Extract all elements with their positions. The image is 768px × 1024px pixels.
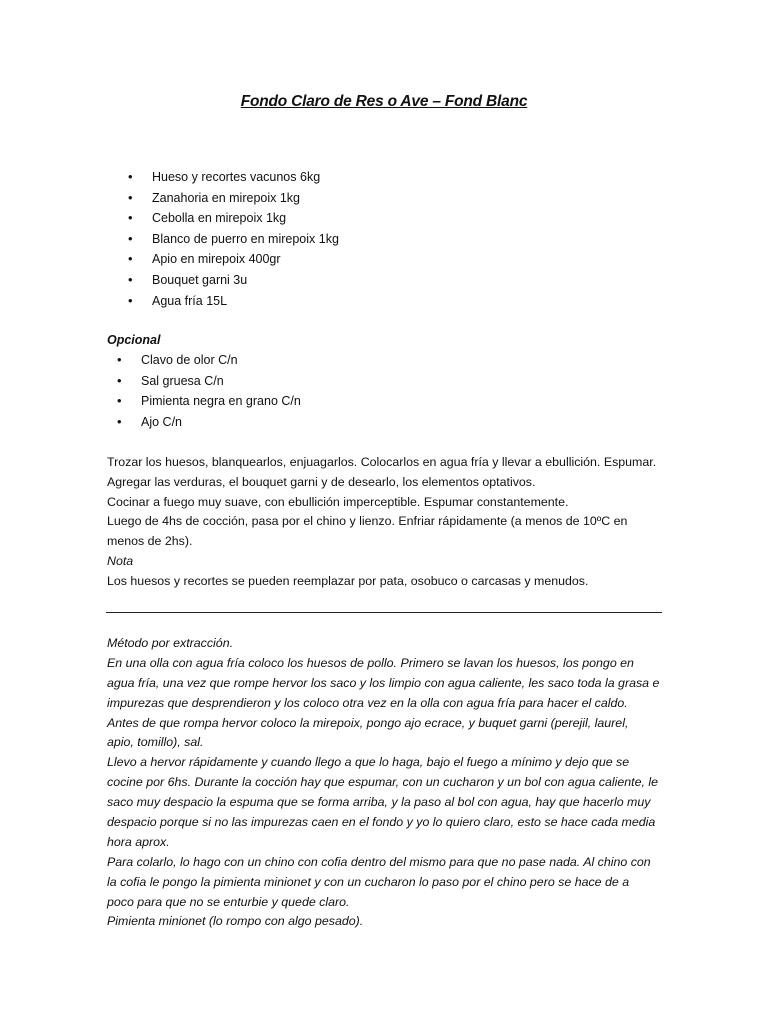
method-line: Para colarlo, lo hago con un chino con cofia dentro del mismo para que no pase nada. Al chino con bbox=[107, 854, 651, 869]
method-line: En una olla con agua fría coloco los huesos de pollo. Primero se lavan los huesos, los pongo en bbox=[107, 655, 634, 670]
list-item: • Blanco de puerro en mirepoix 1kg bbox=[128, 229, 339, 250]
procedure-line: Agregar las verduras, el bouquet garni y de desearlo, los elementos optativos. bbox=[107, 474, 536, 489]
procedure-line: menos de 2hs). bbox=[107, 534, 193, 549]
method-text bbox=[107, 634, 667, 932]
optional-list bbox=[117, 350, 301, 432]
list-item: • Pimienta negra en grano C/n bbox=[117, 391, 301, 412]
method-line: Antes de que rompa hervor coloco la mirepoix, pongo ajo ecrace, y buquet garni (perejil, laurel, bbox=[107, 715, 629, 730]
method-line: hora aprox. bbox=[107, 834, 170, 849]
method-line: Llevo a hervor rápidamente y cuando llego a que lo haga, bajo el fuego a mínimo y dejo que se bbox=[107, 755, 630, 770]
optional-heading: Opcional bbox=[107, 333, 161, 347]
method-line: impurezas que desprendieron y los coloco otra vez en la olla con agua fría para hacer el caldo. bbox=[107, 695, 628, 710]
list-item: • Clavo de olor C/n bbox=[117, 350, 301, 371]
method-line: apio, tomillo), sal. bbox=[107, 735, 204, 750]
procedure-line: Trozar los huesos, blanquearlos, enjuagarlos. Colocarlos en agua fría y llevar a ebullición. Espumar. bbox=[107, 455, 657, 469]
method-line: Método por extracción. bbox=[107, 636, 234, 650]
procedure-line: Luego de 4hs de cocción, pasa por el chino y lienzo. Enfriar rápidamente (a menos de 10ºC en bbox=[107, 514, 628, 529]
list-item: • Agua fría 15L bbox=[128, 291, 339, 312]
note-text: Los huesos y recortes se pueden reemplazar por pata, osobuco o carcasas y menudos. bbox=[107, 573, 589, 588]
list-item: • Zanahoria en mirepoix 1kg bbox=[128, 188, 339, 209]
list-item: • Cebolla en mirepoix 1kg bbox=[128, 208, 339, 229]
note-label: Nota bbox=[107, 553, 134, 568]
list-item: • Ajo C/n bbox=[117, 412, 301, 433]
method-line: poco para que no se enturbie y quede claro. bbox=[107, 894, 350, 909]
method-line: agua fría, una vez que rompe hervor los saco y los limpio con agua caliente, les saco toda la grasa e bbox=[107, 675, 660, 690]
list-item: • Hueso y recortes vacunos 6kg bbox=[128, 167, 339, 188]
horizontal-divider bbox=[106, 612, 662, 613]
list-item: • Sal gruesa C/n bbox=[117, 371, 301, 392]
ingredient-list bbox=[128, 167, 339, 311]
method-line: la cofia le pongo la pimienta minionet y con un cucharon lo paso por el chino pero se hace de a bbox=[107, 874, 630, 889]
method-line: cocine por 6hs. Durante la cocción hay que espumar, con un cucharon y un bol con agua caliente, le bbox=[107, 775, 659, 790]
procedure-text bbox=[107, 453, 667, 592]
method-line: saco muy despacio la espuma que se forma arriba, y la paso al bol con agua, hay que hacerlo muy bbox=[107, 795, 651, 810]
method-line: despacio porque si no las impurezas caen en el fondo y yo lo quiero claro, esto se hace cada media bbox=[107, 815, 656, 830]
method-line: Pimienta minionet (lo rompo con algo pesado). bbox=[107, 914, 364, 929]
procedure-line: Cocinar a fuego muy suave, con ebullición imperceptible. Espumar constantemente. bbox=[107, 494, 569, 509]
list-item: • Apio en mirepoix 400gr bbox=[128, 249, 339, 270]
document-title: Fondo Claro de Res o Ave – Fond Blanc bbox=[240, 93, 528, 110]
list-item: • Bouquet garni 3u bbox=[128, 270, 339, 291]
